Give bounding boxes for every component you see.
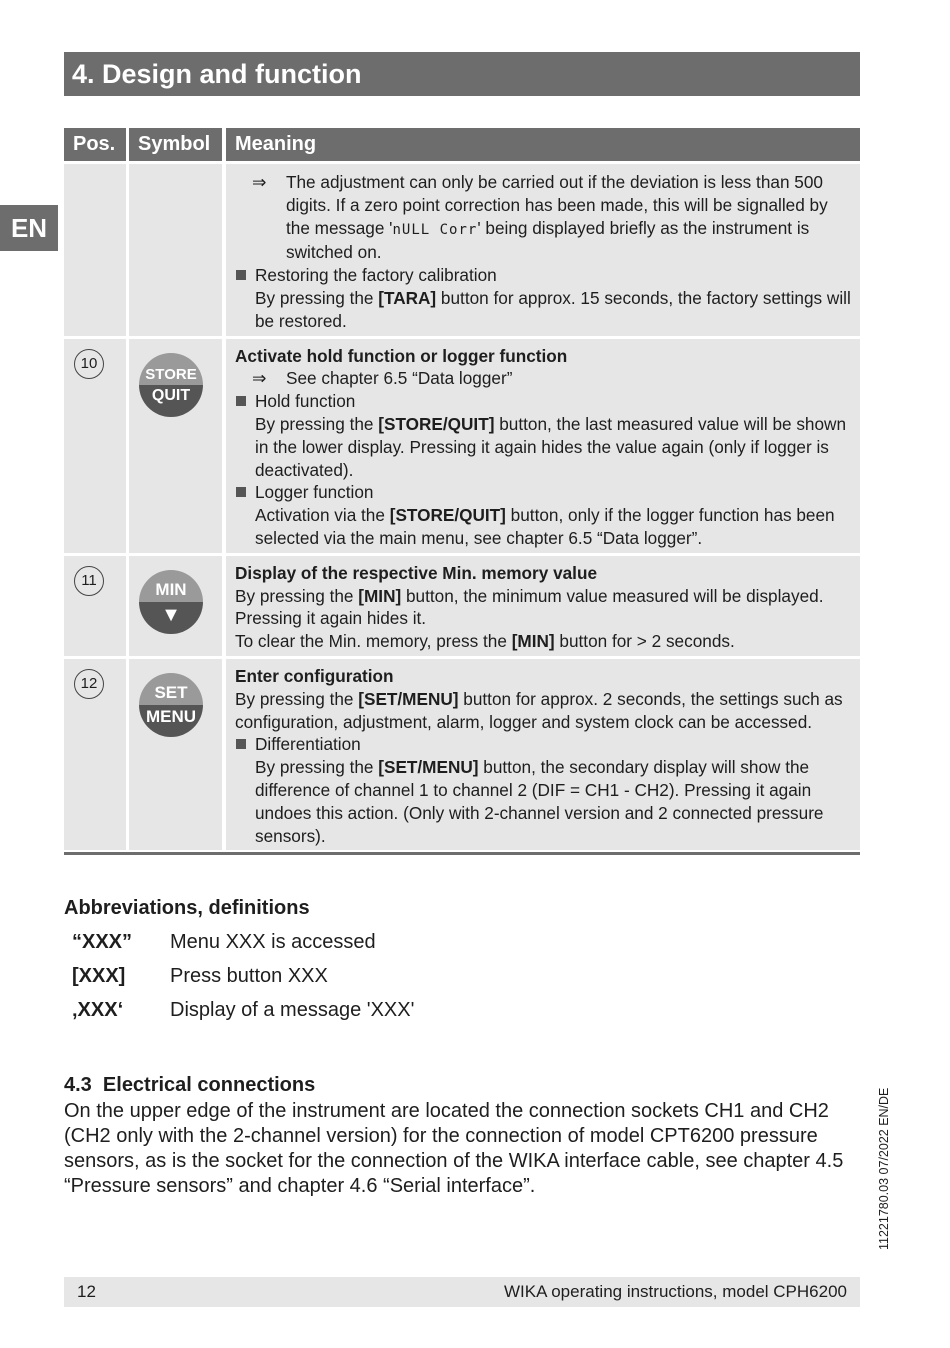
position-number: 11 (74, 566, 104, 596)
table-row (64, 164, 860, 336)
meaning-cell: ⇒ The adjustment can only be carried out if the deviation is less than 500 digits. If a zero point correction has been made, this will be signalled by the message 'nULL Corr' being displayed briefly as the instrument is switched on. Restoring the factory calibration By pressing the [TARA] button for approx. 15 seconds, the factory settings will be restored. (226, 164, 860, 336)
abbreviation-row: [XXX] Press button XXX (72, 965, 328, 987)
abbreviation-row: “XXX” Menu XXX is accessed (72, 931, 376, 953)
store-quit-button-icon: STORE QUIT (139, 353, 203, 417)
position-number: 10 (74, 349, 104, 379)
section-heading: 4.3 Electrical connections (64, 1074, 316, 1096)
meaning-cell: Display of the respective Min. memory value By pressing the [MIN] button, the minimum value measured will be displayed. Pressing it again hides it. To clear the Min. memory, press the [MIN] button for > 2 seconds. (226, 556, 860, 656)
table-row (64, 556, 860, 656)
table-header-row (64, 128, 860, 161)
page-footer (64, 1277, 860, 1307)
arrow-icon: ⇒ (252, 172, 267, 192)
section-body: On the upper edge of the instrument are located the connection sockets CH1 and CH2 (CH2 only with the 2-channel version) for the connection of model CPT6200 pressure sensors, as is the socket for the connection of the WIKA interface cable, see chapter 4.5 “Pressure sensors” and chapter 4.6 “Serial interface”. (64, 1100, 844, 1197)
bullet-icon (236, 396, 246, 406)
bullet-icon (236, 487, 246, 497)
header-meaning: Meaning (226, 128, 860, 161)
function-table (64, 128, 860, 855)
bullet-icon (236, 739, 246, 749)
page-number: 12 (77, 1282, 96, 1301)
set-menu-button-icon: SET MENU (139, 673, 203, 737)
footer-text: WIKA operating instructions, model CPH6200 (503, 1282, 847, 1301)
header-pos: Pos. (64, 128, 126, 161)
abbreviation-row: ‚XXX‘ Display of a message 'XXX' (72, 999, 415, 1021)
meaning-cell: Activate hold function or logger function ⇒ See chapter 6.5 “Data logger” Hold function By pressing the [STORE/QUIT] button, the last measured value will be shown in the lower display. Pressing it again hides the value again (only if logger is deactivated). Logger function Activation via the [STORE/QUIT] button, only if the logger function has been selected via the main menu, see chapter 6.5 “Data logger”. (226, 339, 860, 553)
arrow-icon: ⇒ (252, 368, 267, 389)
min-button-icon: MIN ▼ (139, 570, 203, 634)
table-bottom-rule (64, 852, 860, 855)
display-message: nULL Corr (392, 221, 478, 238)
position-number: 12 (74, 669, 104, 699)
section-title: 4. Design and function (64, 52, 860, 96)
document-number: 11221780.03 07/2022 EN/DE (877, 1087, 891, 1250)
meaning-cell: Enter configuration By pressing the [SET/MENU] button for approx. 2 seconds, the settings such as configuration, adjustment, alarm, logger and system clock can be accessed. Differentiation By pressing the [SET/MENU] button, the secondary display will show the difference of channel 1 to channel 2 (DIF = CH1 - CH2). Pressing it again undoes this action. (Only with 2-channel version and 2 connected pressure sensors). (226, 659, 860, 850)
abbreviations-title: Abbreviations, definitions (64, 897, 310, 919)
table-row (64, 659, 860, 850)
header-symbol: Symbol (129, 128, 222, 161)
arrow-down-icon: ▼ (139, 602, 203, 634)
language-tab: EN (0, 205, 58, 251)
table-row (64, 339, 860, 553)
bullet-icon (236, 270, 246, 280)
